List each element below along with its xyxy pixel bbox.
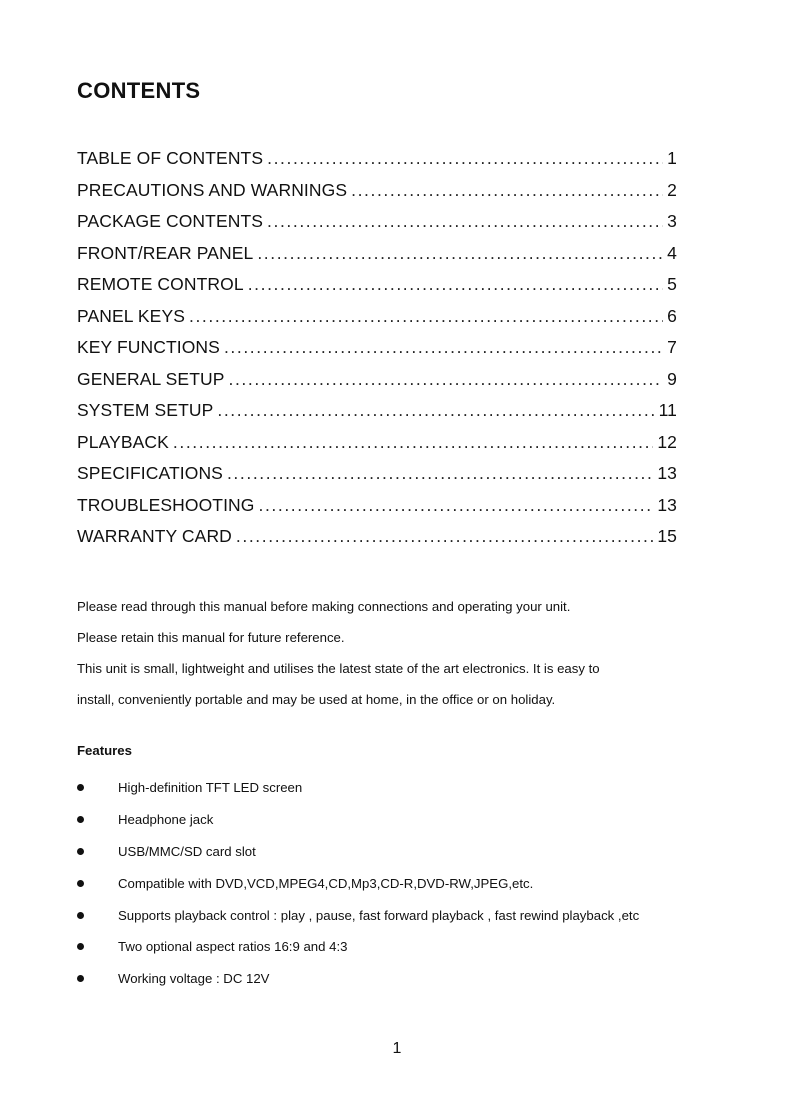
feature-item (77, 963, 727, 995)
toc-entry-title: PLAYBACK (77, 431, 169, 452)
feature-text: Supports playback control : play , pause, fast forward playback , fast rewind playback ,etc (118, 907, 640, 923)
intro-paragraph-line: This unit is small, lightweight and utilises the latest state of the art electronics. It is easy to (77, 661, 600, 676)
feature-item (77, 836, 727, 868)
bullet-icon (77, 943, 84, 950)
feature-text: Working voltage : DC 12V (118, 971, 270, 987)
toc-entry (77, 432, 677, 464)
toc-entry-page: 15 (657, 526, 677, 546)
feature-text: High-definition TFT LED screen (118, 780, 303, 796)
page-heading: CONTENTS (77, 78, 201, 103)
toc-entry (77, 369, 677, 401)
feature-text: Headphone jack (118, 812, 214, 828)
toc-entry-title: SPECIFICATIONS (77, 463, 223, 483)
toc-dot-leader (229, 369, 664, 390)
bullet-icon (77, 975, 84, 982)
toc-entry (77, 243, 677, 275)
toc-entry-title: KEY FUNCTIONS (77, 337, 220, 357)
toc-entry-title: PACKAGE CONTENTS (77, 211, 264, 231)
bullet-icon (77, 816, 84, 823)
intro-paragraph-line: install, conveniently portable and may be used at home, in the office or on holiday. (77, 692, 556, 707)
page-number: 1 (392, 1040, 402, 1057)
features-heading: Features (77, 743, 132, 758)
feature-item (77, 931, 727, 963)
feature-item (77, 772, 727, 804)
toc-entry-title: TROUBLESHOOTING (77, 494, 255, 515)
toc-dot-leader (259, 495, 654, 516)
toc-entry (77, 211, 677, 243)
toc-entry (77, 148, 677, 180)
feature-text: Two optional aspect ratios 16:9 and 4:3 (118, 939, 348, 955)
feature-item (77, 899, 727, 931)
toc-entry-title: FRONT/REAR PANEL (77, 242, 254, 263)
toc-entry-title: WARRANTY CARD (77, 526, 232, 546)
toc-entry (77, 180, 677, 212)
toc-entry-page: 9 (667, 368, 677, 389)
features-list (77, 772, 727, 995)
feature-text: Compatible with DVD,VCD,MPEG4,CD,Mp3,CD-R,DVD-RW,JPEG,etc. (118, 875, 534, 891)
toc-dot-leader (236, 526, 653, 547)
toc-entry-page: 2 (667, 179, 677, 200)
toc-entry-title: PRECAUTIONS AND WARNINGS (77, 179, 348, 200)
toc-entry-title: GENERAL SETUP (77, 368, 225, 389)
toc-entry-page: 13 (657, 463, 677, 483)
toc-dot-leader (248, 274, 663, 295)
intro-text (77, 596, 727, 720)
toc-entry-page: 1 (667, 148, 677, 168)
toc-dot-leader (217, 400, 654, 421)
toc-entry-page: 4 (667, 242, 677, 263)
toc-entry-page: 11 (658, 400, 677, 420)
toc-entry-page: 5 (667, 274, 677, 294)
bullet-icon (77, 784, 84, 791)
toc-entry-page: 12 (657, 431, 677, 452)
toc-entry-page: 13 (657, 494, 677, 515)
toc-entry-page: 7 (667, 337, 677, 357)
toc-entry-title: TABLE OF CONTENTS (77, 148, 264, 168)
toc-entry (77, 463, 677, 495)
feature-text: USB/MMC/SD card slot (118, 843, 256, 859)
intro-paragraph-line: Please retain this manual for future reference. (77, 630, 345, 645)
toc-dot-leader (267, 148, 663, 169)
toc-entry (77, 306, 677, 338)
toc-entry-title: REMOTE CONTROL (77, 274, 244, 294)
intro-paragraph-line: Please read through this manual before making connections and operating your unit. (77, 599, 571, 614)
toc-entry-page: 6 (667, 305, 677, 326)
toc-entry (77, 495, 677, 527)
toc-dot-leader (267, 211, 663, 232)
bullet-icon (77, 912, 84, 919)
toc-dot-leader (224, 337, 663, 358)
feature-item (77, 867, 727, 899)
toc-entry (77, 400, 677, 432)
toc-entry (77, 526, 677, 558)
table-of-contents (77, 148, 677, 558)
toc-entry-title: SYSTEM SETUP (77, 400, 214, 420)
toc-entry-page: 3 (667, 211, 677, 231)
toc-entry-title: PANEL KEYS (77, 305, 185, 326)
toc-dot-leader (227, 463, 653, 484)
toc-dot-leader (189, 306, 663, 327)
bullet-icon (77, 848, 84, 855)
toc-dot-leader (257, 243, 663, 264)
feature-item (77, 804, 727, 836)
toc-dot-leader (173, 432, 653, 453)
toc-entry (77, 337, 677, 369)
bullet-icon (77, 880, 84, 887)
toc-entry (77, 274, 677, 306)
toc-dot-leader (351, 180, 663, 201)
